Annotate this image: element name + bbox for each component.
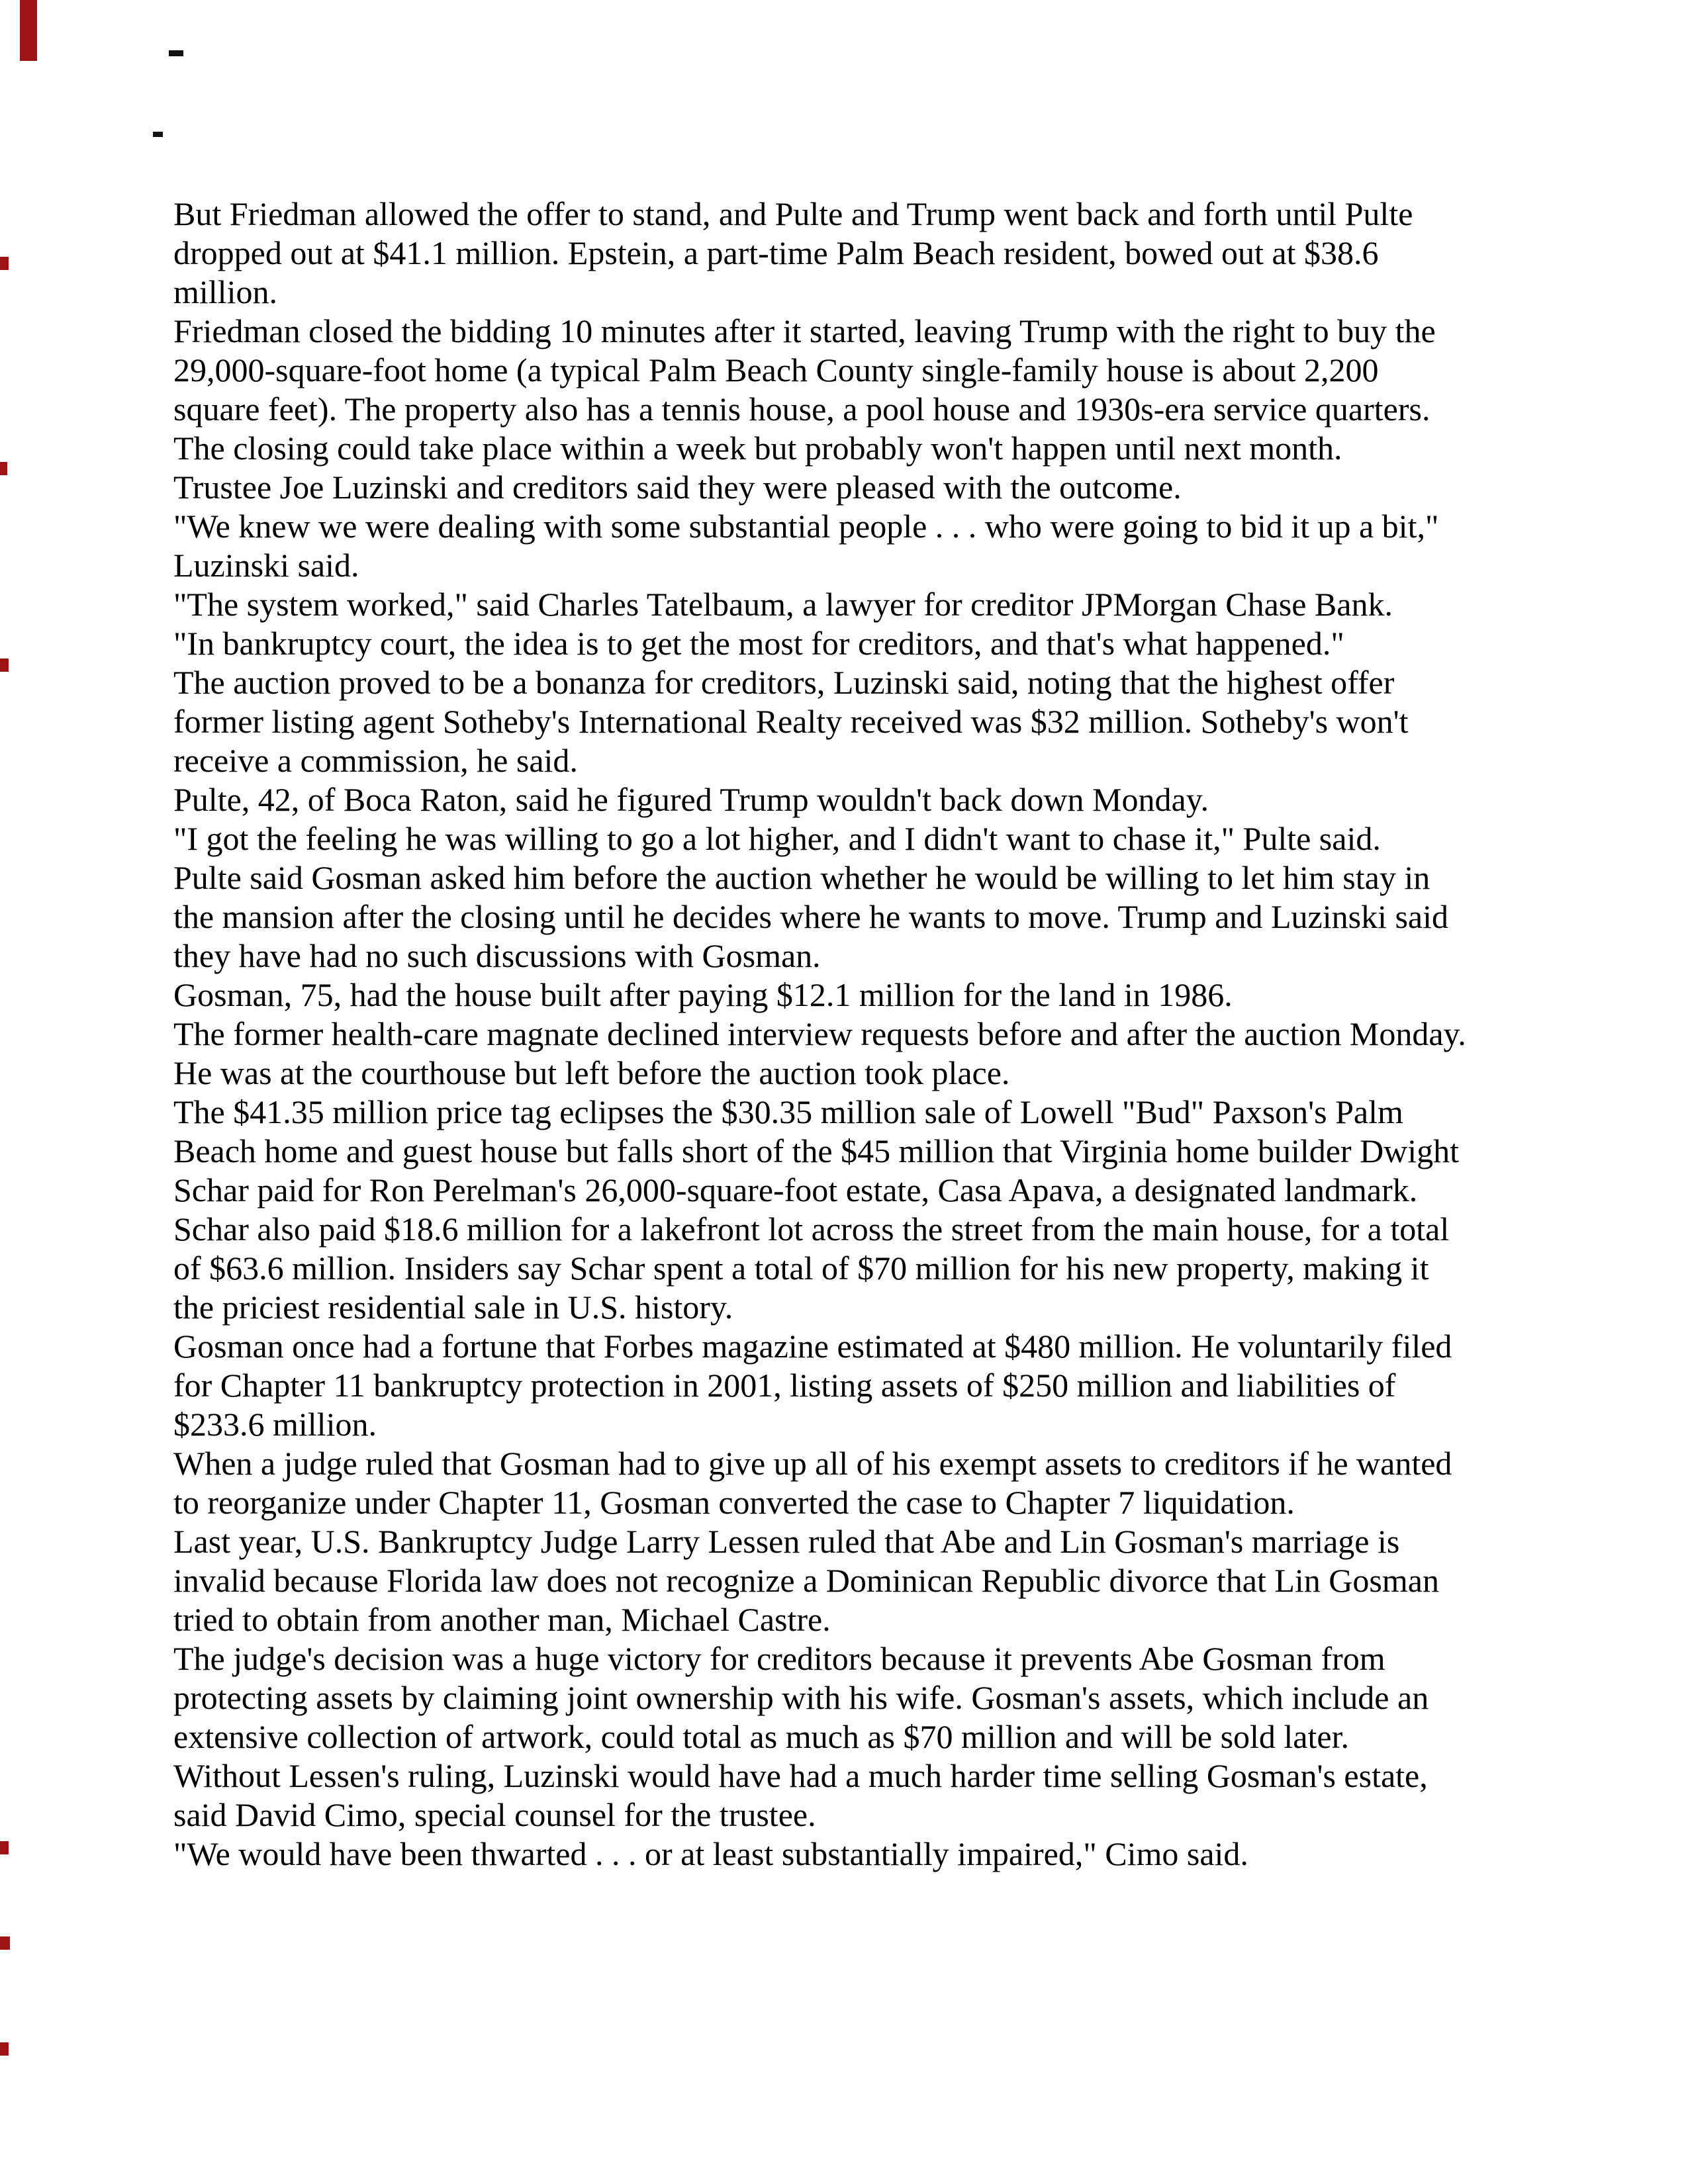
paragraph: "I got the feeling he was willing to go a lot higher, and I didn't want to chase it," Pulte said. (173, 820, 1381, 857)
paragraph: When a judge ruled that Gosman had to give up all of his exempt assets to creditors if he wanted to reorganize under Chapter 11, Gosman converted the case to Chapter 7 liquidation. (173, 1445, 1452, 1521)
paragraph: The former health-care magnate declined interview requests before and after the auction Monday. He was at the courthouse but left before the auction took place. (173, 1015, 1466, 1091)
paragraph: Pulte said Gosman asked him before the auction whether he would be willing to let him stay in the mansion after the closing until he decides where he wants to move. Trump and Luzinski said they have had no such discussions with Gosman. (173, 859, 1449, 974)
scan-artifact-red-tick (0, 659, 9, 672)
paragraph: Schar also paid $18.6 million for a lakefront lot across the street from the main house, for a total of $63.6 million. Insiders say Schar spent a total of $70 million for his new property, making it the priciest residential sale in U.S. history. (173, 1210, 1450, 1326)
paragraph: Without Lessen's ruling, Luzinski would have had a much harder time selling Gosman's estate, said David Cimo, special counsel for the trustee. (173, 1757, 1428, 1833)
stray-pen-dash (169, 50, 183, 56)
paragraph: The judge's decision was a huge victory for creditors because it prevents Abe Gosman from protecting assets by claiming joint ownership with his wife. Gosman's assets, which include an extensive collection of artwork, could total as much as $70 million and will be sold later. (173, 1640, 1429, 1755)
paragraph: "We knew we were dealing with some substantial people . . . who were going to bid it up a bit," Luzinski said. (173, 508, 1439, 584)
paragraph: Pulte, 42, of Boca Raton, said he figured Trump wouldn't back down Monday. (173, 781, 1209, 818)
scan-artifact-red-tick (0, 1841, 9, 1854)
paragraph: "The system worked," said Charles Tatelbaum, a lawyer for creditor JPMorgan Chase Bank. (173, 586, 1393, 623)
paragraph: The auction proved to be a bonanza for creditors, Luzinski said, noting that the highest offer former listing agent Sotheby's International Realty received was $32 million. Sotheby's won't receive a commission, he said. (173, 664, 1409, 779)
paragraph: But Friedman allowed the offer to stand, and Pulte and Trump went back and forth until Pulte dropped out at $41.1 million. Epstein, a part-time Palm Beach resident, bowed out at $38.6 million. (173, 195, 1413, 310)
paragraph: Gosman, 75, had the house built after paying $12.1 million for the land in 1986. (173, 976, 1233, 1013)
paragraph: The $41.35 million price tag eclipses the $30.35 million sale of Lowell "Bud" Paxson's Palm Beach home and guest house but falls short of the $45 million that Virginia home builder Dwight Schar paid for Ron Perelman's 26,000-square-foot estate, Casa Apava, a designated landmark. (173, 1093, 1460, 1208)
stray-pen-dash (153, 132, 163, 137)
paragraph: "We would have been thwarted . . . or at least substantially impaired," Cimo said. (173, 1835, 1248, 1872)
scan-artifact-red-tick (0, 1936, 10, 1950)
paragraph: Trustee Joe Luzinski and creditors said they were pleased with the outcome. (173, 469, 1182, 506)
paragraph: Friedman closed the bidding 10 minutes after it started, leaving Trump with the right to buy the 29,000-square-foot home (a typical Palm Beach County single-family house is about 2,200 square feet). The property also has a tennis house, a pool house and 1930s-era service quarters. (173, 312, 1436, 428)
paragraph: The closing could take place within a week but probably won't happen until next month. (173, 430, 1342, 467)
paragraph: Last year, U.S. Bankruptcy Judge Larry Lessen ruled that Abe and Lin Gosman's marriage is invalid because Florida law does not recognize a Dominican Republic divorce that Lin Gosman tried to obtain from another man, Michael Castre. (173, 1523, 1439, 1638)
scan-artifact-red-tick (0, 462, 7, 475)
paragraph: "In bankruptcy court, the idea is to get the most for creditors, and that's what happened." (173, 625, 1344, 662)
article-text (173, 195, 1470, 1874)
scan-artifact-red-bar (20, 0, 37, 61)
paragraph: Gosman once had a fortune that Forbes magazine estimated at $480 million. He voluntarily filed for Chapter 11 bankruptcy protection in 2001, listing assets of $250 million and liabilities of $233.6 million. (173, 1328, 1452, 1443)
scan-artifact-red-tick (0, 257, 9, 270)
scan-artifact-red-tick (0, 2042, 9, 2056)
